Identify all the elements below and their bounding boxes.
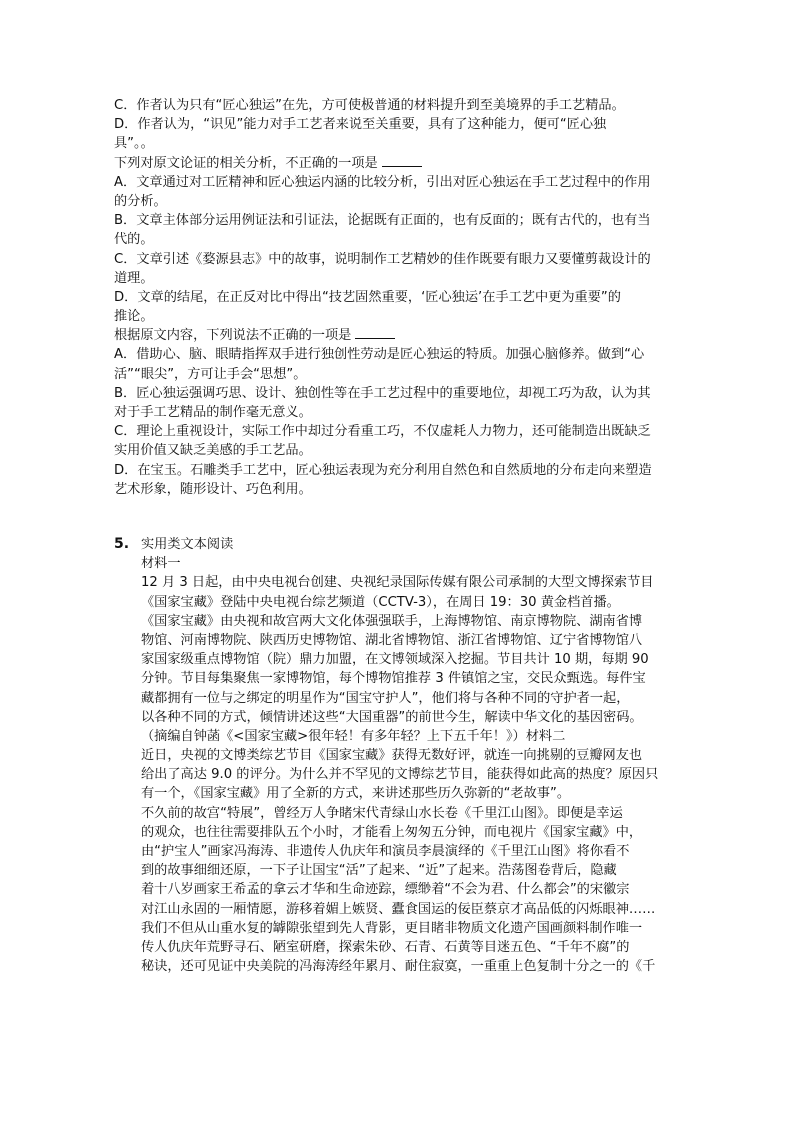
passage-line: （摘编自钟菡《<国家宝藏>很年轻！有多年轻？上下五千年！》）材料二 [141,728,566,744]
q5-option-d-line2: 艺术形象，随形设计、巧色利用。 [114,481,312,497]
answer-blank [382,154,422,167]
passage-line: 《国家宝藏》登陆中央电视台综艺频道（CCTV-3），在周日 19：30 黄金档首播。 [141,594,620,610]
passage-line: 到的故事细细还原，一下子让国宝“活”了起来、“近”了起来。浩荡图卷背后，隐藏 [141,863,617,879]
q5-option-b-line2: 对于手工艺精品的制作毫无意义。 [114,405,312,420]
q4-option-a-line2: 的分析。 [114,193,167,209]
q5-option-c-line1: C．理论上重视设计，实际工作中却过分看重工巧，不仅虚耗人力物力，还可能制造出既缺乏 [114,424,651,440]
passage-line: 秘诀，还可见证中央美院的冯海涛经年累月、耐住寂寞，一重重上色复制十分之一的《千 [141,959,656,975]
q5-choice-stem-text: 根据原文内容，下列说法不正确的一项是 [114,328,352,344]
passage-line: 着十八岁画家王希孟的拿云才华和生命迹踪，缥缈着“不会为君、什么都会”的宋徽宗 [141,882,630,898]
passage-line: 家国家级重点博物馆（院）鼎力加盟，在文博领域深入挖掘。节目共计 10 期，每期 90 [141,652,649,668]
passage-line: 的观众，也往往需要排队五个小时，才能看上匆匆五分钟，而电视片《国家宝藏》中， [141,824,643,840]
q4-option-b-line2: 代的。 [114,232,154,248]
q4-stem [114,154,684,173]
passage-line: 12 月 3 日起，由中央电视台创建、央视纪录国际传媒有限公司承制的大型文博探索节目 [141,575,654,591]
question-text-block [114,96,684,499]
passage-line: 不久前的故宫“特展”，曾经万人争睹宋代青绿山水长卷《千里江山图》。即便是幸运 [141,805,623,821]
passage-line: 分钟。节目每集聚焦一家博物馆，每个博物馆推荐 3 件镇馆之宝，交民众甄选。每件宝 [141,671,646,687]
q5-option-a-line2: 活”“眼尖”，方可让手会“思想”。 [114,366,307,382]
section-5-body [141,535,701,976]
q5-option-c-line2: 实用价值又缺乏美感的手工艺品。 [114,443,312,459]
q5-option-d-line1: D．在宝玉。石雕类手工艺中，匠心独运表现为充分利用自然色和自然质地的分布走向来塑造 [114,462,652,478]
answer-blank [355,326,395,339]
q5-option-a-line1: A．借助心、脑、眼睛指挥双手进行独创性劳动是匠心独运的特质。加强心脑修养。做到“心 [114,347,645,363]
q3-option-d-line2: 具”。。 [114,136,154,152]
passage-line: 给出了高达 9.0 的评分。为什么并不罕见的文博综艺节目，能获得如此高的热度？原因只 [141,767,659,783]
q4-option-d-line1: D．文章的结尾，在正反对比中得出“技艺固然重要，‘匠心独运’在手工艺中更为重要”的 [114,289,621,305]
passage-line: 我们不但从山重水复的罅隙张望到先人背影，更目睹非物质文化遗产国画颜料制作唯一 [141,920,643,936]
passage-line: 近日，央视的文博类综艺节目《国家宝藏》获得无数好评，就连一向挑剔的豆瓣网友也 [141,748,643,764]
q3-option-c: C．作者认为只有“匠心独运”在先，方可使极普通的材料提升到至美境界的手工艺精品。 [114,98,625,113]
passage-line: 传人仇庆年荒野寻石、陋室研磨，探索朱砂、石青、石黄等目迷五色、“千年不腐”的 [141,939,630,955]
q3-option-d-line1: D．作者认为，“识见”能力对手工艺者来说至关重要，具有了这种能力，便可“匠心独 [114,117,607,133]
q5-choice-stem [114,326,684,345]
q4-option-d-line2: 推论。 [114,309,154,325]
passage-text [141,573,701,976]
q4-option-b-line1: B．文章主体部分运用例证法和引证法，论据既有正面的，也有反面的；既有古代的，也有当 [114,213,651,229]
passage-line: 物馆、河南博物院、陕西历史博物馆、湖北省博物馆、浙江省博物馆、辽宁省博物馆八 [141,632,643,648]
passage-line: 由“护宝人”画家冯海涛、非遗传人仇庆年和演员李晨演绎的《千里江山图》将你看不 [141,844,630,859]
passage-line: 藏都拥有一位与之绑定的明星作为“国宝守护人”，他们将与各种不同的守护者一起， [141,690,630,706]
q4-option-c-line2: 道理。 [114,270,154,286]
passage-line: 以各种不同的方式，倾情讲述这些“大国重器”的前世今生，解读中华文化的基因密码。 [141,709,643,725]
passage-line: 有一个，《国家宝藏》用了全新的方式，来讲述那些历久弥新的“老故事”。 [141,786,571,802]
q4-option-c-line1: C．文章引述《婺源县志》中的故事，说明制作工艺精妙的佳作既要有眼力又要懂剪裁设计的 [114,251,651,267]
q4-option-a-line1: A．文章通过对工匠精神和匠心独运内涵的比较分析，引出对匠心独运在手工艺过程中的作用 [114,174,651,190]
question-number: 5. [114,536,130,552]
passage-line: 对江山永固的一厢情愿，游移着媚上嫉贤、蠹食国运的佞臣蔡京才高品低的闪烁眼神…… [141,901,656,917]
q4-stem-text: 下列对原文论证的相关分析，不正确的一项是 [114,155,378,171]
q5-option-b-line1: B．匠心独运强调巧思、设计、独创性等在手工艺过程中的重要地位，却视工巧为敌，认为其 [114,385,651,401]
passage-line: 《国家宝藏》由央视和故宫两大文化体强强联手，上海博物馆、南京博物院、湖南省博 [141,613,643,629]
material-label: 材料一 [141,556,181,572]
section-title: 实用类文本阅读 [141,537,234,552]
